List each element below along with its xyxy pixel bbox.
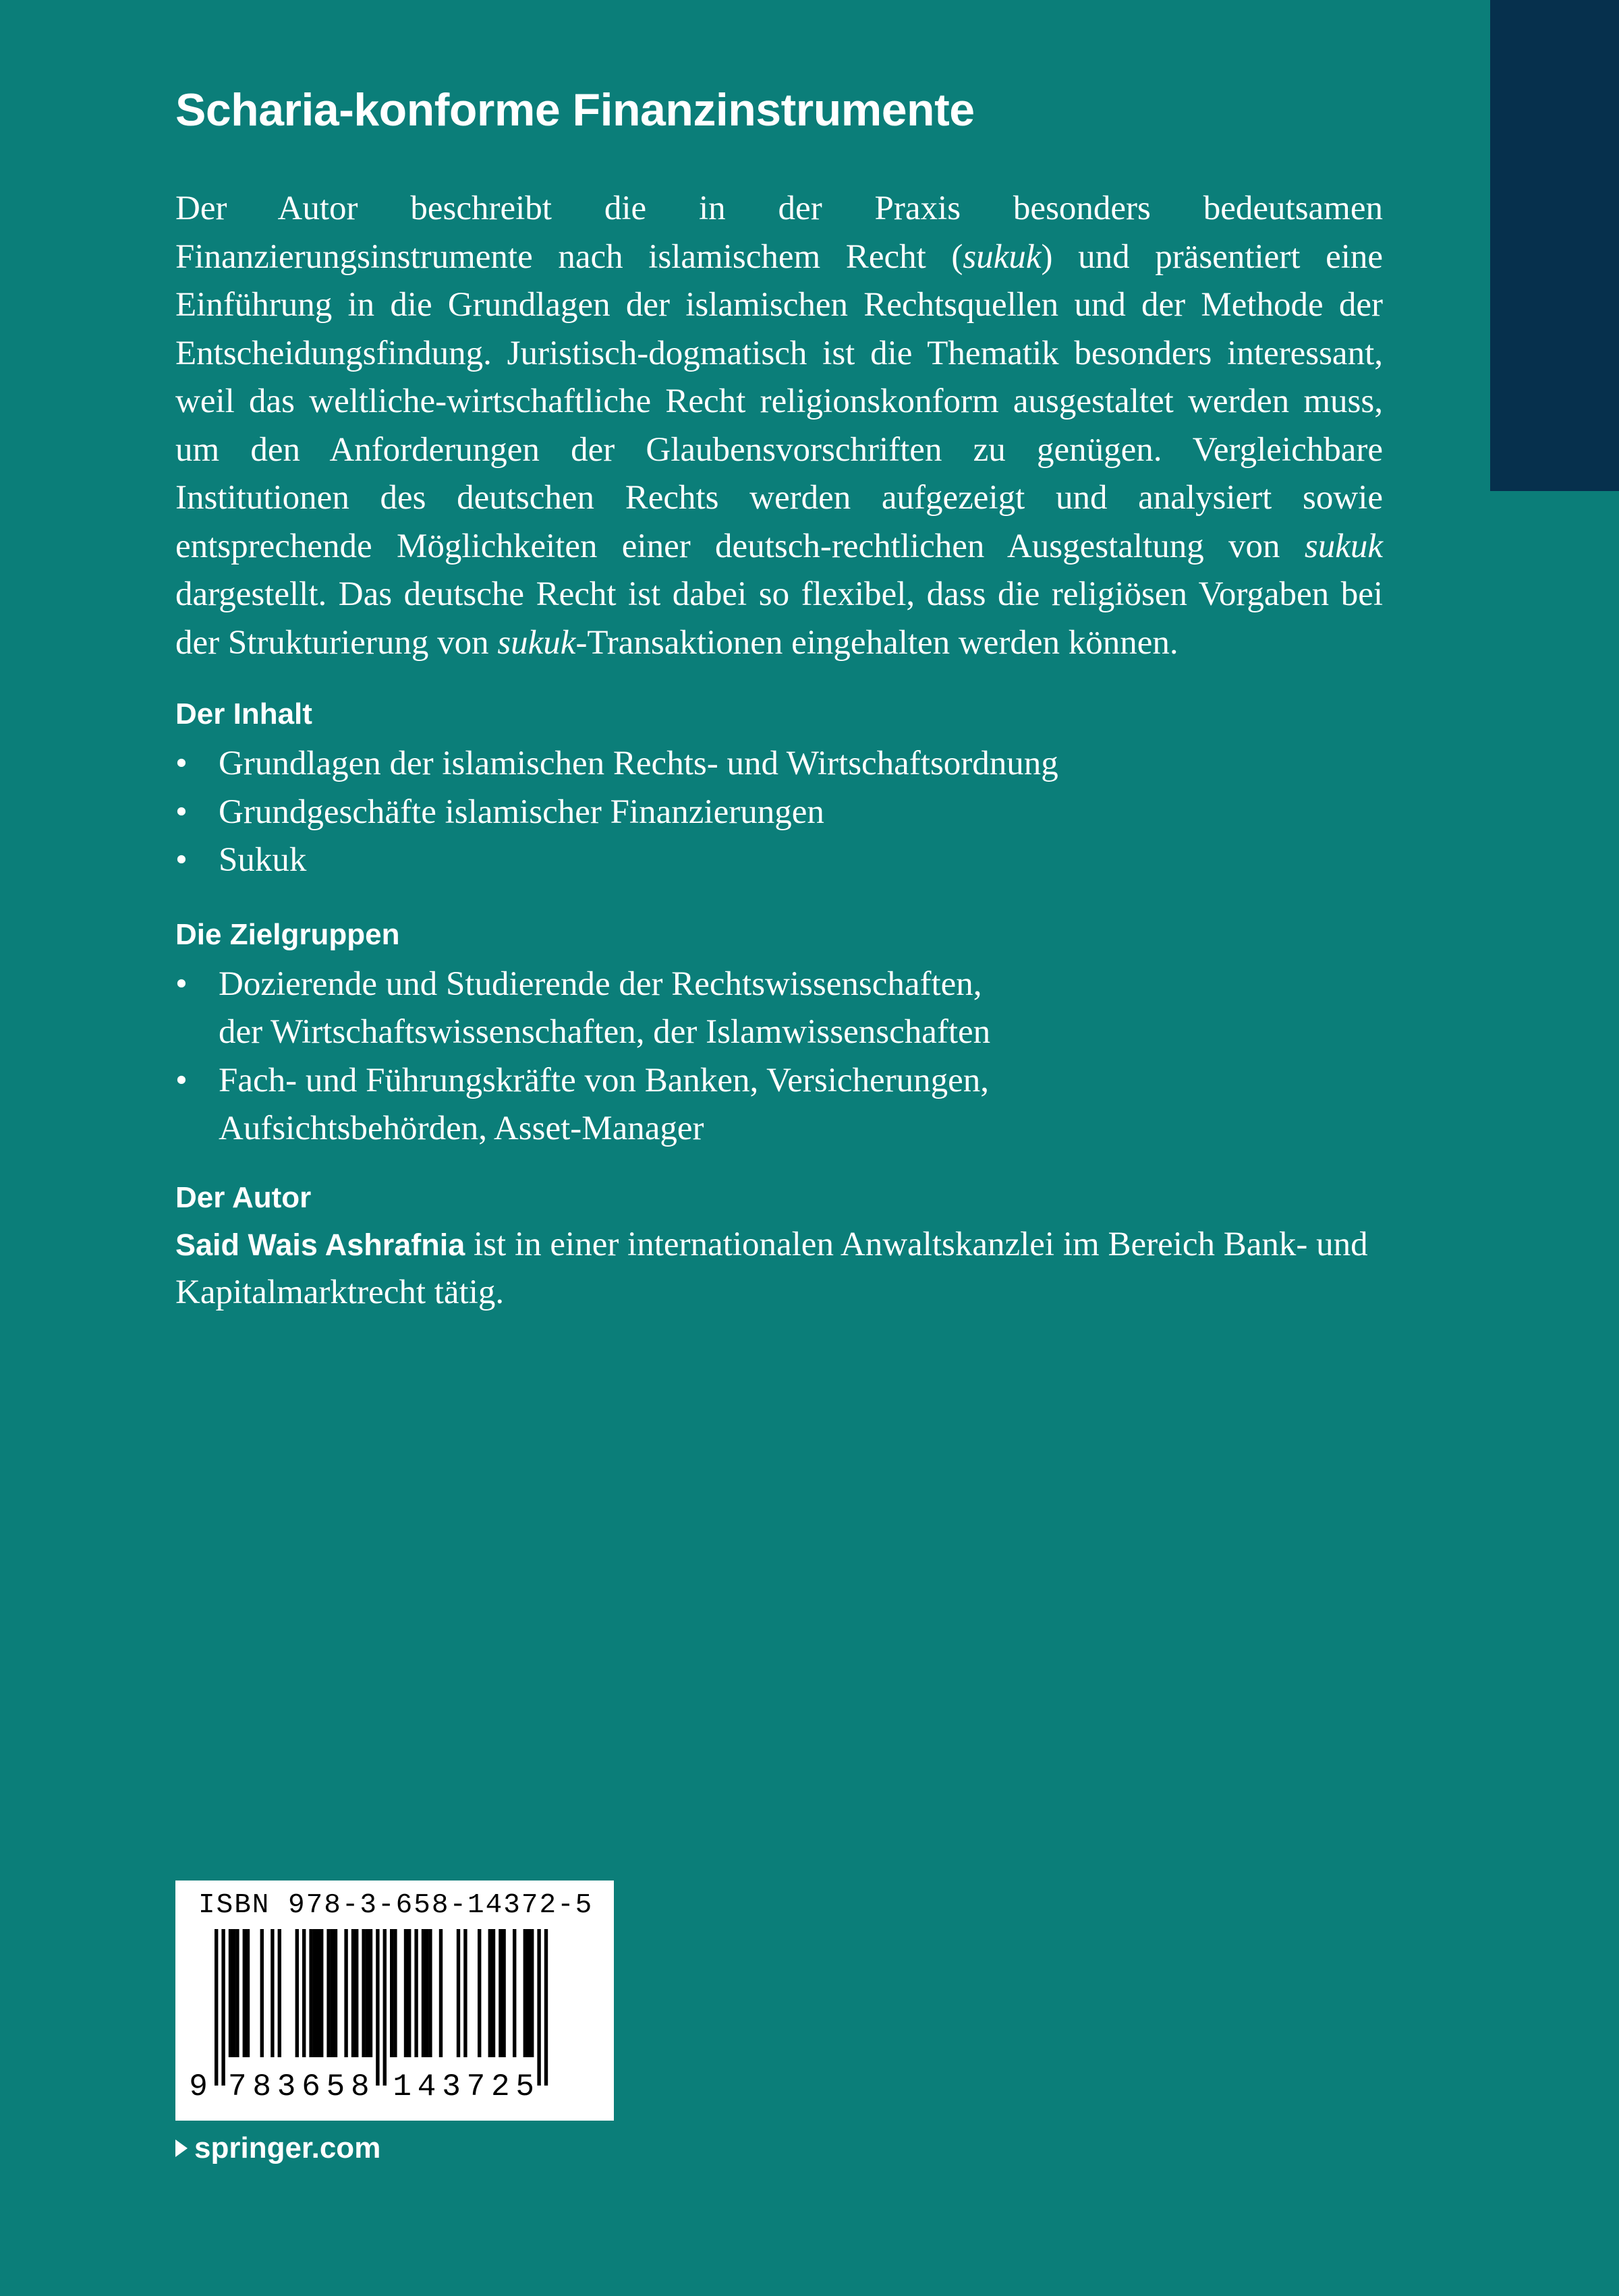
barcode-digit: 8 bbox=[350, 2069, 370, 2104]
barcode-digit: 1 bbox=[393, 2069, 412, 2104]
book-description bbox=[175, 185, 1383, 667]
barcode-digit: 7 bbox=[227, 2069, 247, 2104]
bullet-icon: • bbox=[175, 745, 188, 782]
author-bio: Said Wais Ashrafnia ist in einer internationalen Anwaltskanzlei im Bereich Bank- und Kapitalmarktrecht tätig. bbox=[175, 1225, 1368, 1311]
barcode-digit: 5 bbox=[326, 2069, 345, 2104]
barcode-digit: 2 bbox=[490, 2069, 510, 2104]
isbn-barcode bbox=[175, 1881, 614, 2121]
barcode-digits bbox=[175, 1881, 614, 2121]
description-text: -Transaktionen eingehalten werden können. bbox=[575, 623, 1178, 662]
description-text: ) und präsentiert eine Einführung in die Grundlagen der islamischen Rechtsquellen und der Methode der Entscheidungsfindung. Juristisch-dogmatisch ist die Thematik besonders interessant, weil das weltliche-wirtschaftliche Recht religionskonform ausgestaltet werden muss, um den Anforderungen der Glaubensvorschriften zu genügen. Vergleichbare Institutionen des deutschen Rechts werden aufgezeigt und analysiert sowie entsprechende Möglichkeiten einer deutsch-rechtlichen Ausgestaltung von bbox=[175, 237, 1384, 565]
list-item: • Dozierende und Studierende der Rechtswissenschaften, der Wirtschaftswissenschaften, der Islamwissenschaften bbox=[175, 960, 1383, 1057]
list-item: • Grundlagen der islamischen Rechts- und Wirtschaftsordnung bbox=[175, 740, 1383, 788]
audience-list bbox=[175, 960, 1383, 1153]
triangle-right-icon bbox=[175, 2140, 188, 2157]
bullet-icon: • bbox=[175, 793, 188, 831]
bullet-icon: • bbox=[175, 1061, 188, 1099]
audience-heading: Die Zielgruppen bbox=[175, 917, 400, 951]
author-name: Said Wais Ashrafnia bbox=[175, 1227, 465, 1262]
barcode-digit: 3 bbox=[442, 2069, 461, 2104]
spine-accent-block bbox=[1490, 0, 1619, 491]
isbn-label: ISBN 978-3-658-14372-5 bbox=[198, 1890, 594, 1921]
publisher-url: springer.com bbox=[194, 2131, 381, 2164]
book-title: Scharia-konforme Finanzinstrumente bbox=[175, 84, 975, 136]
list-item: • Sukuk bbox=[175, 836, 1383, 885]
barcode-digit: 6 bbox=[302, 2069, 320, 2104]
barcode-digit: 8 bbox=[252, 2069, 272, 2104]
barcode-digit: 4 bbox=[417, 2069, 436, 2104]
author-heading: Der Autor bbox=[175, 1180, 312, 1214]
barcode-digit: 9 bbox=[189, 2069, 208, 2104]
barcode-digit: 3 bbox=[277, 2069, 296, 2104]
italic-term: sukuk bbox=[1304, 527, 1383, 565]
italic-term: sukuk bbox=[963, 237, 1042, 276]
publisher-link[interactable] bbox=[175, 2128, 380, 2169]
list-item: • Grundgeschäfte islamischer Finanzierungen bbox=[175, 788, 1383, 837]
bullet-icon: • bbox=[175, 965, 188, 1003]
description-text: dargestellt. Das deutsche Recht ist dabei so flexibel, dass die religiösen Vorgaben bei der Strukturierung von bbox=[175, 575, 1383, 662]
back-cover-content bbox=[175, 80, 1383, 1317]
barcode-digit: 7 bbox=[466, 2069, 486, 2104]
bullet-icon: • bbox=[175, 841, 188, 879]
contents-heading: Der Inhalt bbox=[175, 697, 312, 730]
contents-list bbox=[175, 740, 1383, 885]
barcode-digit: 5 bbox=[515, 2069, 535, 2104]
list-item: • Fach- und Führungskräfte von Banken, Versicherungen, Aufsichtsbehörden, Asset-Manager bbox=[175, 1057, 1383, 1153]
description-text: Der Autor beschreibt die in der Praxis besonders bedeutsamen Finanzierungsinstrumente nach islamischem Recht ( bbox=[175, 190, 1383, 276]
italic-term: sukuk bbox=[497, 623, 576, 662]
